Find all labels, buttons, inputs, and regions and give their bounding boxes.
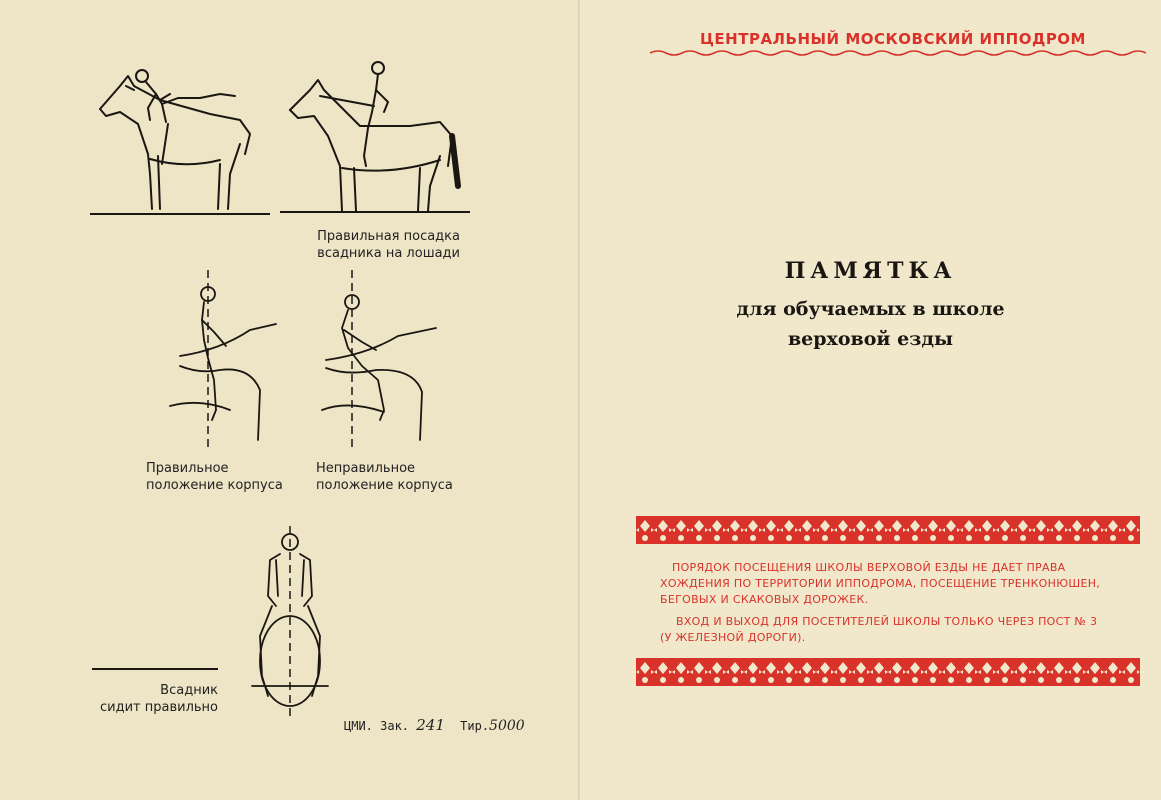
notice-line: (У ЖЕЛЕЗНОЙ ДОРОГИ). [660,631,806,644]
caption-line: Неправильное [316,461,416,476]
caption-line: положение корпуса [146,478,283,493]
caption-incorrect-posture [316,460,453,494]
left-page [0,0,580,800]
caption-correct-posture [146,460,283,494]
caption-line: Правильная посадка [317,229,460,244]
mounting-rider-illustration [90,64,270,219]
ornamental-border-top [636,516,1140,544]
caption-correct-seat [308,228,460,262]
mounted-rider-illustration [280,56,470,218]
notice-paragraph-1 [672,560,1152,576]
ornamental-border-bottom [636,658,1140,686]
notice-line: ВХОД И ВЫХОД ДЛЯ ПОСЕТИТЕЛЕЙ ШКОЛЫ ТОЛЬКО ЧЕРЕЗ ПОСТ № 3 [676,615,1098,628]
notice-paragraph-2-cont [660,630,1140,646]
print-tirazh: 5000 [489,718,525,734]
notice-line: ПОРЯДОК ПОСЕЩЕНИЯ ШКОЛЫ ВЕРХОВОЙ ЕЗДЫ НЕ ДАЕТ ПРАВА [672,561,1066,574]
caption-line: Правильное [146,461,229,476]
subtitle-line-2: верховой езды [787,328,954,350]
header-wavy-underline [650,48,1146,58]
print-order: 241 [416,716,445,734]
print-tirazh-label: Тир. [460,719,490,733]
page-title: ПАМЯТКА [784,258,957,284]
notice-paragraph-2 [676,614,1156,630]
notice-paragraph-1-cont [660,576,1140,608]
caption-line: Всадник [160,683,218,698]
incorrect-posture-illustration [318,270,438,450]
hippodrome-header: ЦЕНТРАЛЬНЫЙ МОСКОВСКИЙ ИППОДРОМ [700,30,1086,48]
caption-rider-sits-correctly [92,682,218,716]
caption-line: всадника на лошади [317,246,460,261]
print-label: ЦМИ. Зак. [344,719,410,733]
caption-line: сидит правильно [100,700,218,715]
signature-line [92,668,218,670]
front-view-rider-illustration [240,526,340,716]
correct-posture-illustration [160,270,280,450]
notice-line: БЕГОВЫХ И СКАКОВЫХ ДОРОЖЕК. [660,593,869,606]
caption-line: положение корпуса [316,478,453,493]
notice-line: ХОЖДЕНИЯ ПО ТЕРРИТОРИИ ИППОДРОМА, ПОСЕЩЕНИЕ ТРЕНКОНЮШЕН, [660,577,1101,590]
subtitle-line-1: для обучаемых в школе [736,298,1005,320]
print-info [344,716,525,734]
